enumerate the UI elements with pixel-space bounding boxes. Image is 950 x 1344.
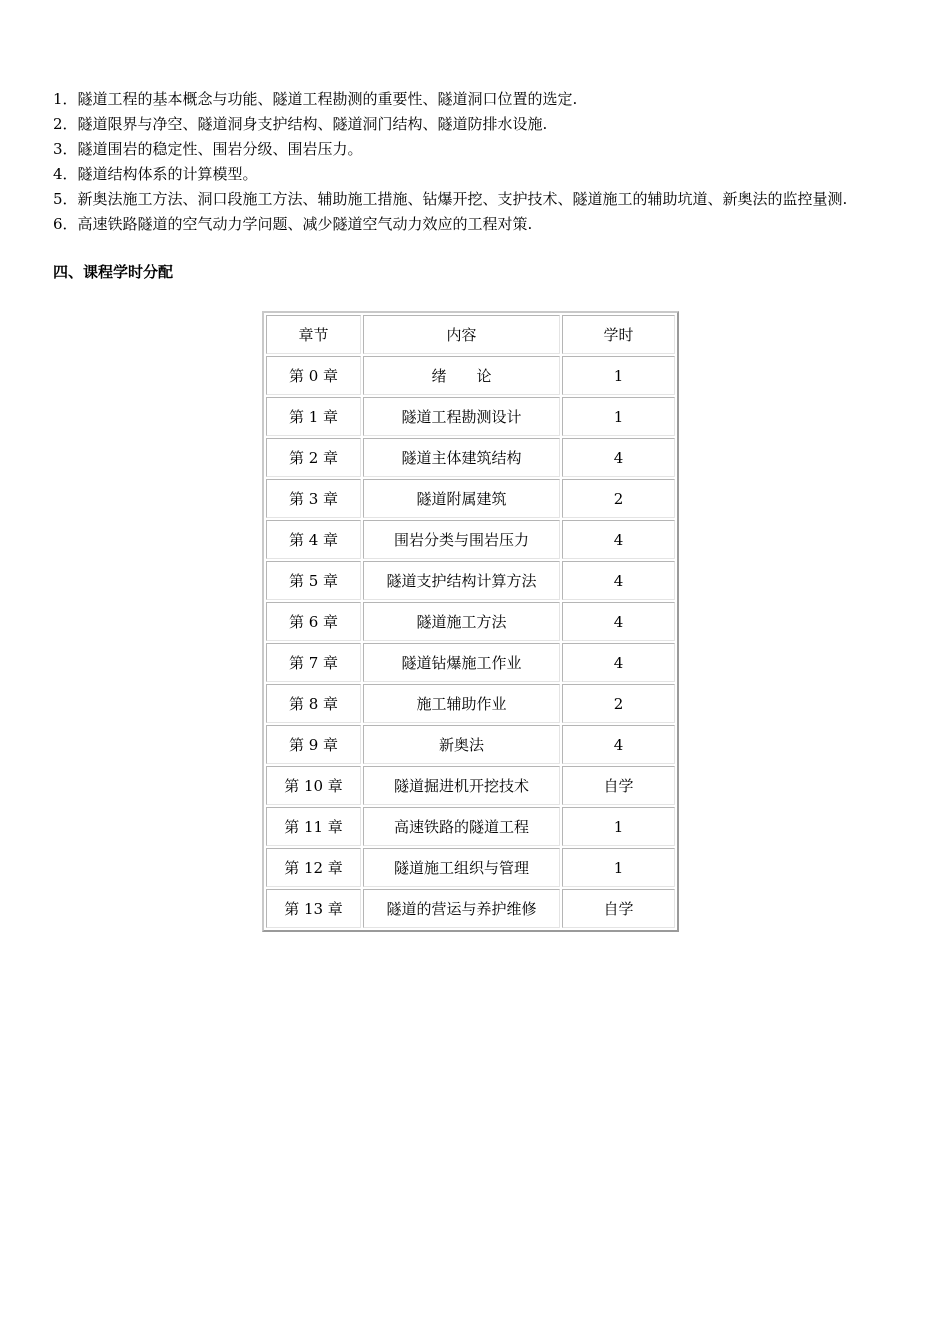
paragraph-1: 1．隧道工程的基本概念与功能、隧道工程勘测的重要性、隧道洞口位置的选定. [53,90,578,108]
content-cell: 隧道钻爆施工作业 [363,643,560,682]
document-body [20,87,930,283]
chapter-cell: 第 7 章 [266,643,361,682]
chapter-cell: 第 0 章 [266,356,361,395]
table-row [266,807,675,846]
table-row [266,848,675,887]
hours-cell: 1 [562,807,675,846]
table-row [266,479,675,518]
content-cell: 新奥法 [363,725,560,764]
content-cell: 隧道支护结构计算方法 [363,561,560,600]
content-cell: 隧道施工方法 [363,602,560,641]
hours-cell: 4 [562,602,675,641]
table-row [266,602,675,641]
paragraph-3: 3．隧道围岩的稳定性、围岩分级、围岩压力。 [53,140,363,158]
table-row [266,397,675,436]
chapter-cell: 第 5 章 [266,561,361,600]
table-row [266,438,675,477]
hours-cell: 1 [562,397,675,436]
content-cell: 高速铁路的隧道工程 [363,807,560,846]
content-cell: 围岩分类与围岩压力 [363,520,560,559]
content-cell: 隧道掘进机开挖技术 [363,766,560,805]
table-row [266,725,675,764]
hours-cell: 2 [562,684,675,723]
chapter-cell: 第 11 章 [266,807,361,846]
paragraph-6: 6．高速铁路隧道的空气动力学问题、减少隧道空气动力效应的工程对策. [53,215,533,233]
table-row [266,561,675,600]
chapter-cell: 第 4 章 [266,520,361,559]
table-row [266,520,675,559]
chapter-cell: 第 1 章 [266,397,361,436]
chapter-cell: 第 10 章 [266,766,361,805]
hours-cell: 1 [562,848,675,887]
paragraph-5: 5．新奥法施工方法、洞口段施工方法、辅助施工措施、钻爆开挖、支护技术、隧道施工的辅助坑道、新奥法的监控量测. [53,190,848,208]
content-cell: 隧道附属建筑 [363,479,560,518]
hours-table [262,311,679,932]
chapter-cell: 第 13 章 [266,889,361,928]
table-header-row [266,315,675,354]
paragraph-2: 2．隧道限界与净空、隧道洞身支护结构、隧道洞门结构、隧道防排水设施. [53,115,548,133]
hours-cell: 4 [562,725,675,764]
chapter-cell: 第 8 章 [266,684,361,723]
chapter-cell: 第 2 章 [266,438,361,477]
table-row [266,889,675,928]
chapter-cell: 第 12 章 [266,848,361,887]
content-cell: 隧道工程勘测设计 [363,397,560,436]
hours-cell: 2 [562,479,675,518]
header-hours: 学时 [562,315,675,354]
content-cell: 隧道主体建筑结构 [363,438,560,477]
chapter-cell: 第 3 章 [266,479,361,518]
hours-cell: 4 [562,643,675,682]
table-row [266,356,675,395]
content-cell: 隧道的营运与养护维修 [363,889,560,928]
table-row [266,684,675,723]
table-row [266,766,675,805]
hours-cell: 自学 [562,889,675,928]
hours-cell: 自学 [562,766,675,805]
paragraph-4: 4．隧道结构体系的计算模型。 [53,165,258,183]
hours-table-wrapper [262,311,679,932]
header-chapter: 章节 [266,315,361,354]
table-row [266,643,675,682]
content-cell: 隧道施工组织与管理 [363,848,560,887]
hours-cell: 1 [562,356,675,395]
chapter-cell: 第 6 章 [266,602,361,641]
hours-cell: 4 [562,438,675,477]
chapter-cell: 第 9 章 [266,725,361,764]
hours-cell: 4 [562,561,675,600]
section-heading: 四、课程学时分配 [53,263,174,281]
content-cell: 绪 论 [363,356,560,395]
content-cell: 施工辅助作业 [363,684,560,723]
header-content: 内容 [363,315,560,354]
hours-cell: 4 [562,520,675,559]
